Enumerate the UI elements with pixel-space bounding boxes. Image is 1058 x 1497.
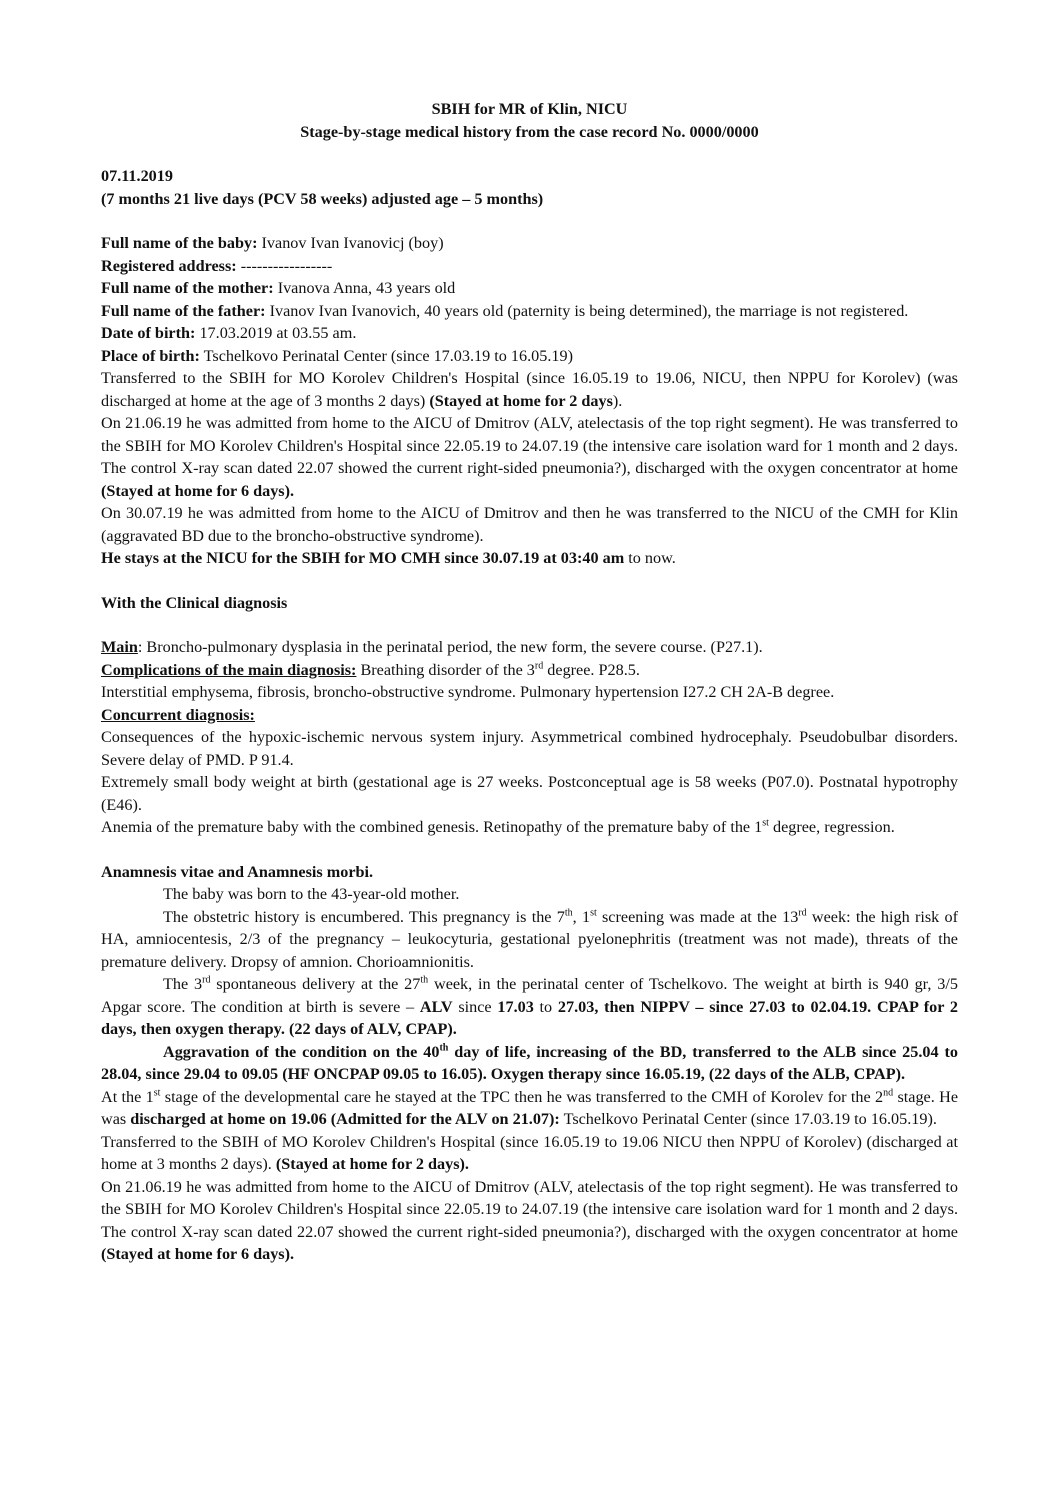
anamnesis-heading: Anamnesis vitae and Anamnesis morbi. [101,862,374,881]
concurrent-paragraph: Extremely small body weight at birth (gestational age is 27 weeks. Postconceptual age is 58 weeks (P07.0). Postnatal hypotrophy (E46). [101,773,958,814]
anamnesis-paragraph: The baby was born to the 43-year-old mother. [163,885,460,903]
anamnesis-paragraph: The obstetric history is encumbered. This pregnancy is the 7th, 1st screening was made at the 13rd week: the high risk of HA, amniocentesis, 2/3 of the pregnancy – leukocyturia, gestational pyelonephritis (treatment was not made), threats of the premature delivery. Dropsy of amnion. Chorioamnionitis. [101,907,958,971]
concurrent-paragraph: Consequences of the hypoxic-ischemic nervous system injury. Asymmetrical combined hydrocephaly. Pseudobulbar disorders. Severe delay of PMD. P 91.4. [101,728,958,769]
anamnesis-paragraph: Aggravation of the condition on the 40th day of life, increasing of the BD, transferred to the ALB since 25.04 to 28.04, since 29.04 to 09.05 (HF ONCPAP 09.05 to 16.05). Oxygen therapy since 16.05.19, (22 days of the ALB, CPAP). [101,1042,958,1083]
complications-detail: Interstitial emphysema, fibrosis, broncho-obstructive syndrome. Pulmonary hypertension I27.2 CH 2A-B degree. [101,683,835,701]
header-title: SBIH for MR of Klin, NICU [431,100,628,118]
anamnesis-paragraph: The 3rd spontaneous delivery at the 27th week, in the perinatal center of Tschelkovo. The weight at birth is 940 gr, 3/5 Apgar score. The condition at birth is severe – ALV since 17.03 to 27.03, then NIPPV – since 27.03 to 02.04.19. CPAP for 2 days, then oxygen therapy. (22 days of ALV, CPAP). [101,974,958,1038]
father-name: Full name of the father: Ivanov Ivan Ivanovich, 40 years old (paternity is being determined), the marriage is not registered. [101,301,909,320]
concurrent-heading: Concurrent diagnosis: [101,705,255,724]
complications: Complications of the main diagnosis: Breathing disorder of the 3rd degree. P28.5. [101,660,640,679]
baby-name: Full name of the baby: Ivanov Ivan Ivanovicj (boy) [101,234,444,252]
history-paragraph: Transferred to the SBIH for MO Korolev Children's Hospital (since 16.05.19 to 19.06, NICU, then NPPU for Korolev) (was discharged at home at the age of 3 months 2 days) (Stayed at home for 2 days). [101,369,958,410]
history-paragraph: On 30.07.19 he was admitted from home to the AICU of Dmitrov and then he was transferred to the NICU of the CMH for Klin (aggravated BD due to the broncho-obstructive syndrome). [101,504,958,545]
concurrent-paragraph: Anemia of the premature baby with the combined genesis. Retinopathy of the premature baby of the 1st degree, regression. [101,817,895,836]
place-of-birth: Place of birth: Tschelkovo Perinatal Center (since 17.03.19 to 16.05.19) [101,346,573,365]
anamnesis-paragraph: At the 1st stage of the developmental care he stayed at the TPC then he was transferred to the CMH of Korolev for the 2nd stage. He was discharged at home on 19.06 (Admitted for the ALV on 21.07): Tschelkovo Perinatal Center (since 17.03.19 to 16.05.19). [101,1087,959,1128]
mother-name: Full name of the mother: Ivanova Anna, 43 years old [101,279,456,297]
history-paragraph: He stays at the NICU for the SBIH for MO CMH since 30.07.19 at 03:40 am to now. [101,549,676,567]
registered-address: Registered address: ----------------- [101,256,333,275]
age-line: (7 months 21 live days (PCV 58 weeks) adjusted age – 5 months) [101,189,544,208]
header-subtitle: Stage-by-stage medical history from the case record No. 0000/0000 [300,122,759,141]
anamnesis-paragraph: Transferred to the SBIH of MO Korolev Children's Hospital (since 16.05.19 to 19.06 NICU then NPPU of Korolev) (discharged at home at 3 months 2 days). (Stayed at home for 2 days). [101,1132,958,1173]
clinical-heading: With the Clinical diagnosis [101,593,288,612]
main-diagnosis: Main: Broncho-pulmonary dysplasia in the perinatal period, the new form, the severe course. (P27.1). [101,638,763,656]
date-of-birth: Date of birth: 17.03.2019 at 03.55 am. [101,324,357,342]
report-date: 07.11.2019 [101,167,173,185]
history-paragraph: On 21.06.19 he was admitted from home to the AICU of Dmitrov (ALV, atelectasis of the top right segment). He was transferred to the SBIH for MO Korolev Children's Hospital since 22.05.19 to 24.07.19 (the intensive care isolation ward for 1 month and 2 days. The control X-ray scan dated 22.07 showed the current right-sided pneumonia?), discharged with the oxygen concentrator at home (Stayed at home for 6 days). [101,414,958,500]
anamnesis-paragraph: On 21.06.19 he was admitted from home to the AICU of Dmitrov (ALV, atelectasis of the top right segment). He was transferred to the SBIH for MO Korolev Children's Hospital since 22.05.19 to 24.07.19 (the intensive care isolation ward for 1 month and 2 days. The control X-ray scan dated 22.07 showed the current right-sided pneumonia?), discharged with the oxygen concentrator at home (Stayed at home for 6 days). [101,1177,958,1263]
